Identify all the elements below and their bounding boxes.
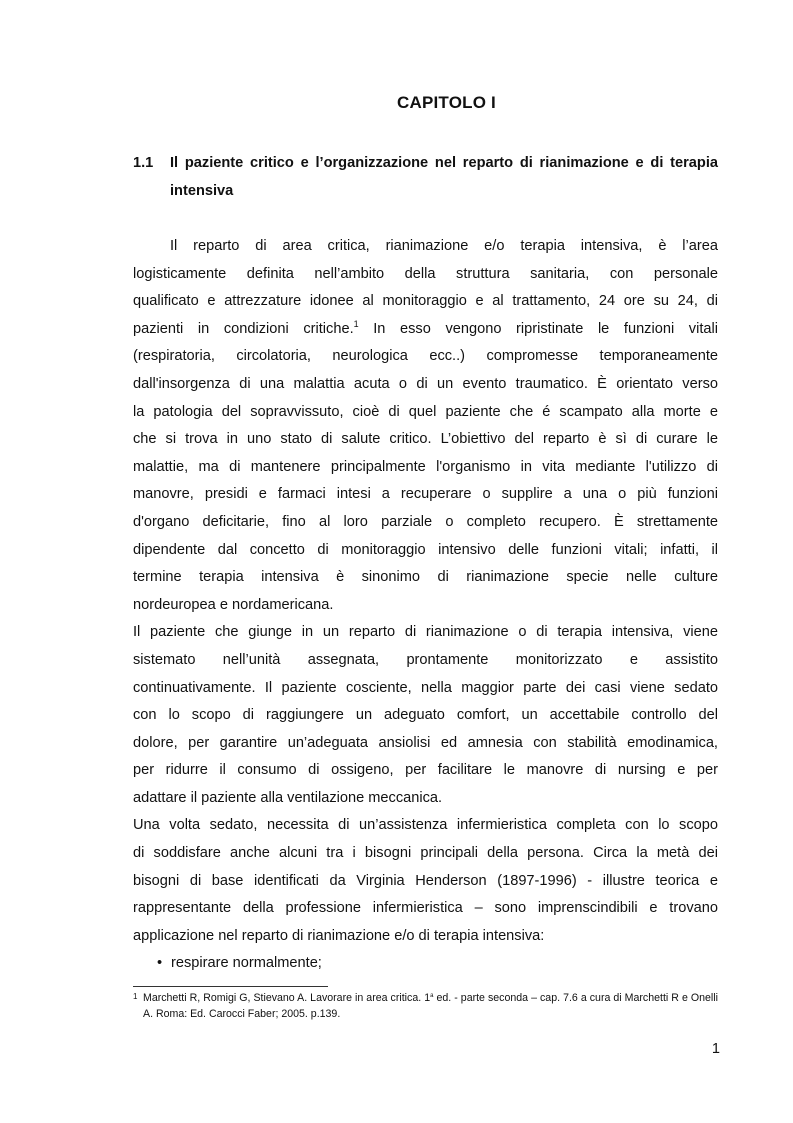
paragraph-line: la patologia del sopravvissuto, cioè di quel paziente che é scampato alla morte e bbox=[133, 403, 718, 420]
paragraph-line: Una volta sedato, necessita di un’assistenza infermieristica completa con lo scopo bbox=[133, 817, 718, 834]
section-number: 1.1 bbox=[133, 155, 154, 171]
footnote-text-part: ed. - parte seconda – cap. 7.6 a cura di Marchetti R e Onelli A. Roma: Ed. Carocci Faber; 2005. p.139. bbox=[143, 992, 718, 1020]
body-text bbox=[133, 233, 718, 978]
paragraph-line: Il reparto di area critica, rianimazione e/o terapia intensiva, è l’area bbox=[170, 238, 718, 254]
paragraph-line: dolore, per garantire un’adeguata ansiolisi ed amnesia con stabilità emodinamica, bbox=[133, 734, 718, 751]
paragraph-line: qualificato e attrezzature idonee al monitoraggio e al trattamento, 24 ore su 24, di bbox=[133, 293, 718, 310]
footnote-reference[interactable]: 1 bbox=[353, 318, 359, 329]
paragraph-line: termine terapia intensiva è sinonimo di rianimazione specie nelle culture bbox=[133, 569, 718, 586]
section-heading bbox=[133, 150, 718, 205]
paragraph-line: manovre, presidi e farmaci intesi a recuperare o supplire a una o più funzioni bbox=[133, 486, 718, 503]
paragraph-line: applicazione nel reparto di rianimazione e/o di terapia intensiva: bbox=[133, 927, 545, 944]
paragraph-text: pazienti in condizioni critiche. bbox=[133, 320, 354, 337]
footnote-edition-superscript: a bbox=[430, 993, 434, 999]
paragraph-line: per ridurre il consumo di ossigeno, per facilitare le manovre di nursing e per bbox=[133, 762, 718, 779]
paragraph-line: di soddisfare anche alcuni tra i bisogni principali della persona. Circa la metà dei bbox=[133, 845, 718, 862]
footnote-text-part: Marchetti R, Romigi G, Stievano A. Lavorare in area critica. 1 bbox=[143, 992, 431, 1004]
paragraph-line: che si trova in uno stato di salute critico. L’obiettivo del reparto è sì di curare le bbox=[133, 431, 718, 448]
chapter-title: CAPITOLO I bbox=[397, 93, 496, 112]
list-item bbox=[133, 950, 718, 978]
paragraph-line: con lo scopo di raggiungere un adeguato comfort, un accettabile controllo del bbox=[133, 707, 718, 724]
paragraph-line: malattie, ma di mantenere principalmente l'organismo in vita mediante l'utilizzo di bbox=[133, 458, 718, 475]
footnote-separator bbox=[133, 986, 328, 987]
paragraph-line: d'organo deficitarie, fino al loro parziale o completo recupero. È strettamente bbox=[133, 513, 718, 530]
paragraph-line: Il paziente che giunge in un reparto di rianimazione o di terapia intensiva, viene bbox=[133, 624, 718, 641]
footnote-mark: 1 bbox=[133, 992, 138, 1001]
paragraph-line: dipendente dal concetto di monitoraggio intensivo delle funzioni vitali; infatti, il bbox=[133, 541, 718, 558]
paragraph-line: rappresentante della professione infermieristica – sono imprenscindibili e trovano bbox=[133, 900, 718, 917]
paragraph-line: continuativamente. Il paziente cosciente, nella maggior parte dei casi viene sedato bbox=[133, 679, 718, 696]
page-number: 1 bbox=[711, 1041, 720, 1057]
paragraph-line: dall'insorgenza di una malattia acuta o di un evento traumatico. È orientato verso bbox=[133, 375, 718, 392]
list-item-text: respirare normalmente; bbox=[171, 955, 322, 972]
footnote-text bbox=[143, 990, 718, 1022]
paragraph-text: In esso vengono ripristinate le funzioni vitali bbox=[358, 320, 718, 337]
bullet-icon: • bbox=[157, 955, 163, 972]
paragraph-line: nordeuropea e nordamericana. bbox=[133, 596, 334, 613]
paragraph-line: (respiratoria, circolatoria, neurologica ecc..) compromesse temporaneamente bbox=[133, 348, 718, 365]
paragraph-line: logisticamente definita nell’ambito della struttura sanitaria, con personale bbox=[133, 265, 718, 282]
paragraph-line: sistemato nell’unità assegnata, prontamente monitorizzato e assistito bbox=[133, 651, 718, 668]
section-title: Il paziente critico e l’organizzazione nel reparto di rianimazione e di terapia intensiva bbox=[170, 155, 718, 199]
paragraph-line: adattare il paziente alla ventilazione meccanica. bbox=[133, 789, 443, 806]
paragraph-line bbox=[133, 316, 718, 344]
footnote bbox=[133, 990, 718, 1022]
paragraph-line: bisogni di base identificati da Virginia Henderson (1897-1996) - illustre teorica e bbox=[133, 872, 718, 889]
